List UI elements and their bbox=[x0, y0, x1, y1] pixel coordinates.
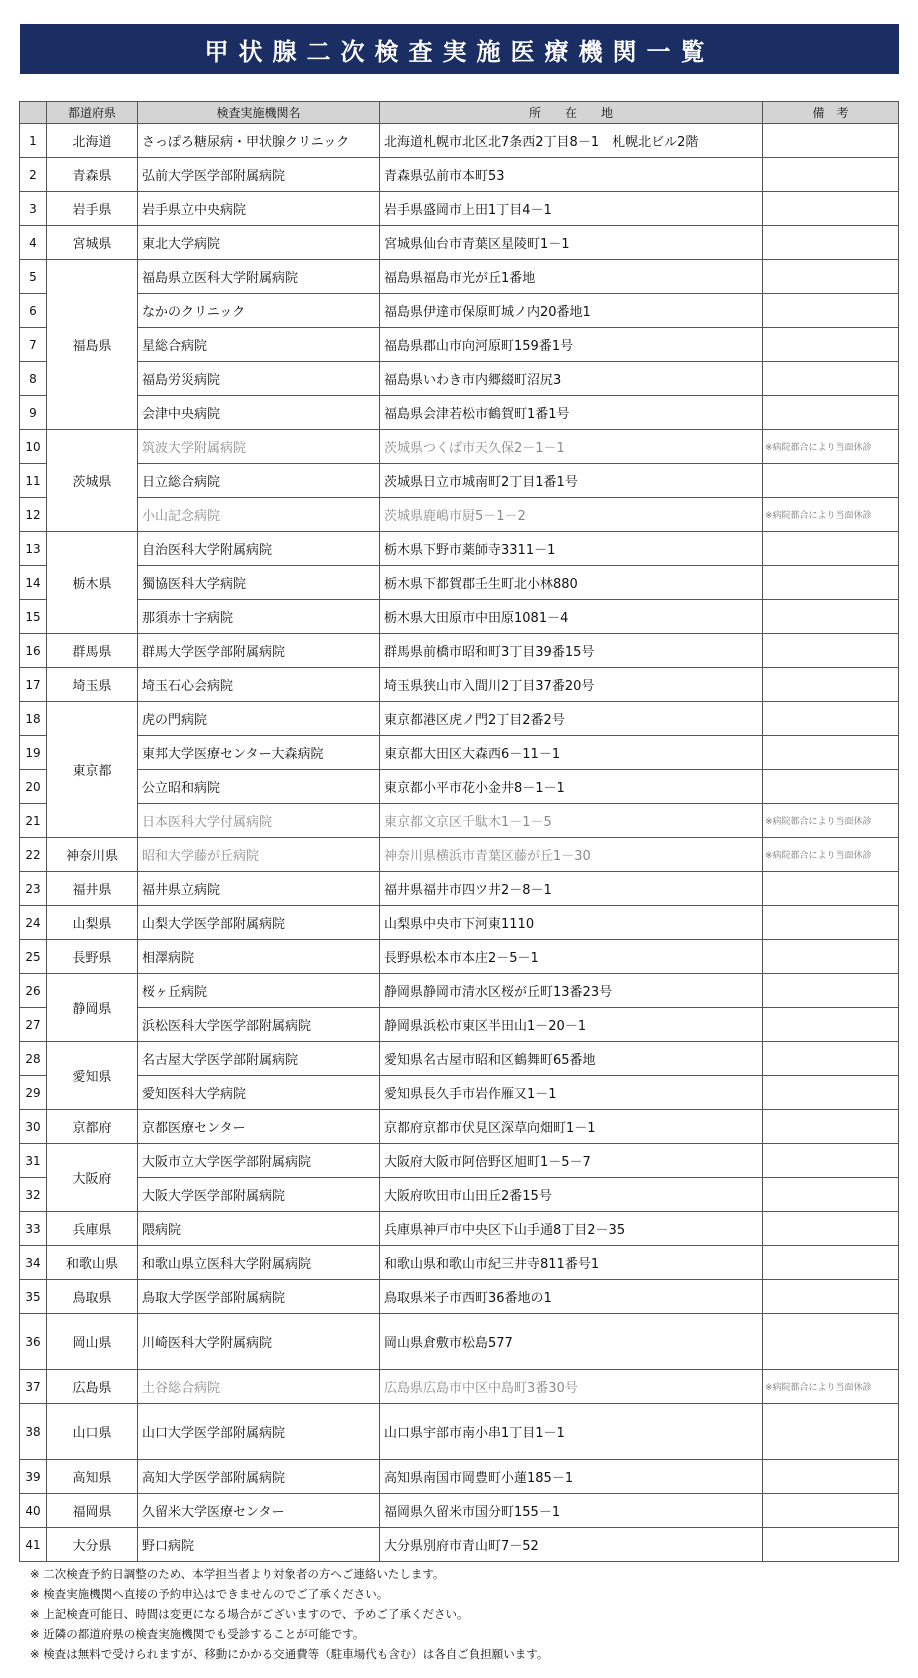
institution-name: 会津中央病院 bbox=[138, 396, 380, 430]
institution-name: 星総合病院 bbox=[138, 328, 380, 362]
remark-cell bbox=[763, 1144, 899, 1178]
institution-address: 栃木県大田原市中田原1081－4 bbox=[380, 600, 763, 634]
institution-name: 鳥取大学医学部附属病院 bbox=[138, 1280, 380, 1314]
remark-cell: ※病院都合により当面休診 bbox=[763, 1370, 899, 1404]
table-row bbox=[20, 1144, 899, 1178]
row-number: 21 bbox=[20, 804, 47, 838]
row-number: 34 bbox=[20, 1246, 47, 1280]
remark-cell bbox=[763, 1076, 899, 1110]
institution-name: 小山記念病院 bbox=[138, 498, 380, 532]
remark-cell bbox=[763, 260, 899, 294]
remark-cell bbox=[763, 294, 899, 328]
row-number: 28 bbox=[20, 1042, 47, 1076]
table-row bbox=[20, 1528, 899, 1562]
row-number: 33 bbox=[20, 1212, 47, 1246]
row-number: 35 bbox=[20, 1280, 47, 1314]
prefecture-cell: 神奈川県 bbox=[47, 838, 138, 872]
table-row bbox=[20, 1370, 899, 1404]
remark-cell bbox=[763, 1008, 899, 1042]
prefecture-cell: 岡山県 bbox=[47, 1314, 138, 1370]
institution-name: 浜松医科大学医学部附属病院 bbox=[138, 1008, 380, 1042]
remark-cell bbox=[763, 770, 899, 804]
table-row bbox=[20, 532, 899, 566]
note-line: ※ 上記検査可能日、時間は変更になる場合がございますので、予めご了承ください。 bbox=[30, 1607, 469, 1621]
institution-name: 虎の門病院 bbox=[138, 702, 380, 736]
remark-cell bbox=[763, 1494, 899, 1528]
prefecture-cell: 鳥取県 bbox=[47, 1280, 138, 1314]
institution-address: 宮城県仙台市青葉区星陵町1－1 bbox=[380, 226, 763, 260]
institution-address: 大阪府吹田市山田丘2番15号 bbox=[380, 1178, 763, 1212]
table-row bbox=[20, 770, 899, 804]
institution-address: 福岡県久留米市国分町155－1 bbox=[380, 1494, 763, 1528]
row-number: 1 bbox=[20, 124, 47, 158]
institution-name: 公立昭和病院 bbox=[138, 770, 380, 804]
institution-name: 日本医科大学付属病院 bbox=[138, 804, 380, 838]
institution-name: 埼玉石心会病院 bbox=[138, 668, 380, 702]
row-number: 5 bbox=[20, 260, 47, 294]
prefecture-cell: 大阪府 bbox=[47, 1144, 138, 1212]
remark-cell bbox=[763, 872, 899, 906]
table-body bbox=[20, 124, 899, 1562]
row-number: 41 bbox=[20, 1528, 47, 1562]
prefecture-cell: 和歌山県 bbox=[47, 1246, 138, 1280]
remark-cell bbox=[763, 1528, 899, 1562]
row-number: 16 bbox=[20, 634, 47, 668]
institution-name: 筑波大学附属病院 bbox=[138, 430, 380, 464]
table-row bbox=[20, 566, 899, 600]
table-row bbox=[20, 124, 899, 158]
institution-address: 鳥取県米子市西町36番地の1 bbox=[380, 1280, 763, 1314]
institution-address: 福井県福井市四ツ井2－8－1 bbox=[380, 872, 763, 906]
prefecture-cell: 静岡県 bbox=[47, 974, 138, 1042]
institution-name: さっぽろ糖尿病・甲状腺クリニック bbox=[138, 124, 380, 158]
row-number: 22 bbox=[20, 838, 47, 872]
institution-address: 東京都大田区大森西6－11－1 bbox=[380, 736, 763, 770]
row-number: 17 bbox=[20, 668, 47, 702]
institution-address: 福島県伊達市保原町城ノ内20番地1 bbox=[380, 294, 763, 328]
row-number: 27 bbox=[20, 1008, 47, 1042]
institution-name: 山口大学医学部附属病院 bbox=[138, 1404, 380, 1460]
row-number: 40 bbox=[20, 1494, 47, 1528]
remark-cell bbox=[763, 906, 899, 940]
institution-address: 静岡県静岡市清水区桜が丘町13番23号 bbox=[380, 974, 763, 1008]
table-row bbox=[20, 430, 899, 464]
row-number: 23 bbox=[20, 872, 47, 906]
row-number: 13 bbox=[20, 532, 47, 566]
remark-cell bbox=[763, 974, 899, 1008]
institution-address: 兵庫県神戸市中央区下山手通8丁目2－35 bbox=[380, 1212, 763, 1246]
institution-address: 大阪府大阪市阿倍野区旭町1－5－7 bbox=[380, 1144, 763, 1178]
institution-name: 高知大学医学部附属病院 bbox=[138, 1460, 380, 1494]
institution-address: 京都府京都市伏見区深草向畑町1－1 bbox=[380, 1110, 763, 1144]
remark-cell bbox=[763, 362, 899, 396]
row-number: 3 bbox=[20, 192, 47, 226]
institution-address: 岩手県盛岡市上田1丁目4－1 bbox=[380, 192, 763, 226]
remark-cell bbox=[763, 1460, 899, 1494]
header-address: 所 在 地 bbox=[380, 102, 763, 124]
prefecture-cell: 愛知県 bbox=[47, 1042, 138, 1110]
institution-name: 福井県立病院 bbox=[138, 872, 380, 906]
institution-address: 東京都港区虎ノ門2丁目2番2号 bbox=[380, 702, 763, 736]
row-number: 24 bbox=[20, 906, 47, 940]
institution-name: なかのクリニック bbox=[138, 294, 380, 328]
institution-address: 埼玉県狭山市入間川2丁目37番20号 bbox=[380, 668, 763, 702]
table-row bbox=[20, 702, 899, 736]
institution-address: 青森県弘前市本町53 bbox=[380, 158, 763, 192]
remark-cell bbox=[763, 124, 899, 158]
institution-name: 那須赤十字病院 bbox=[138, 600, 380, 634]
remark-cell bbox=[763, 328, 899, 362]
table-row bbox=[20, 1404, 899, 1460]
institution-name: 東邦大学医療センター大森病院 bbox=[138, 736, 380, 770]
prefecture-cell: 岩手県 bbox=[47, 192, 138, 226]
institution-address: 東京都文京区千駄木1－1－5 bbox=[380, 804, 763, 838]
table-row bbox=[20, 396, 899, 430]
remark-cell: ※病院都合により当面休診 bbox=[763, 430, 899, 464]
institution-name: 大阪市立大学医学部附属病院 bbox=[138, 1144, 380, 1178]
institution-name: 大阪大学医学部附属病院 bbox=[138, 1178, 380, 1212]
remark-cell bbox=[763, 1404, 899, 1460]
remark-cell bbox=[763, 158, 899, 192]
institution-address: 大分県別府市青山町7－52 bbox=[380, 1528, 763, 1562]
remark-cell bbox=[763, 1280, 899, 1314]
prefecture-cell: 長野県 bbox=[47, 940, 138, 974]
institution-name: 久留米大学医療センター bbox=[138, 1494, 380, 1528]
remark-cell: ※病院都合により当面休診 bbox=[763, 804, 899, 838]
remark-cell bbox=[763, 600, 899, 634]
table-row bbox=[20, 464, 899, 498]
row-number: 4 bbox=[20, 226, 47, 260]
row-number: 26 bbox=[20, 974, 47, 1008]
prefecture-cell: 埼玉県 bbox=[47, 668, 138, 702]
table-row bbox=[20, 328, 899, 362]
table-row bbox=[20, 1008, 899, 1042]
notes-section bbox=[30, 1564, 890, 1664]
note-line: ※ 検査実施機関へ直接の予約申込はできませんのでご了承ください。 bbox=[30, 1587, 389, 1601]
institution-address: 神奈川県横浜市青葉区藤が丘1－30 bbox=[380, 838, 763, 872]
row-number: 38 bbox=[20, 1404, 47, 1460]
table-row bbox=[20, 634, 899, 668]
table-row bbox=[20, 804, 899, 838]
table-row bbox=[20, 498, 899, 532]
table-row bbox=[20, 736, 899, 770]
institution-address: 茨城県つくば市天久保2－1－1 bbox=[380, 430, 763, 464]
institution-name: 東北大学病院 bbox=[138, 226, 380, 260]
institution-address: 和歌山県和歌山市紀三井寺811番号1 bbox=[380, 1246, 763, 1280]
remark-cell bbox=[763, 192, 899, 226]
remark-cell bbox=[763, 396, 899, 430]
institution-name: 群馬大学医学部附属病院 bbox=[138, 634, 380, 668]
table-row bbox=[20, 192, 899, 226]
institution-address: 栃木県下都賀郡壬生町北小林880 bbox=[380, 566, 763, 600]
remark-cell bbox=[763, 668, 899, 702]
header-prefecture: 都道府県 bbox=[47, 102, 138, 124]
row-number: 7 bbox=[20, 328, 47, 362]
row-number: 10 bbox=[20, 430, 47, 464]
note-line: ※ 二次検査予約日調整のため、本学担当者より対象者の方へご連絡いたします。 bbox=[30, 1567, 445, 1581]
institution-name: 土谷総合病院 bbox=[138, 1370, 380, 1404]
prefecture-cell: 宮城県 bbox=[47, 226, 138, 260]
remark-cell bbox=[763, 226, 899, 260]
row-number: 32 bbox=[20, 1178, 47, 1212]
remark-cell bbox=[763, 566, 899, 600]
remark-cell bbox=[763, 1110, 899, 1144]
remark-cell bbox=[763, 736, 899, 770]
institution-address: 群馬県前橋市昭和町3丁目39番15号 bbox=[380, 634, 763, 668]
row-number: 9 bbox=[20, 396, 47, 430]
institution-name: 和歌山県立医科大学附属病院 bbox=[138, 1246, 380, 1280]
row-number: 14 bbox=[20, 566, 47, 600]
table-row bbox=[20, 1460, 899, 1494]
remark-cell bbox=[763, 1212, 899, 1246]
row-number: 39 bbox=[20, 1460, 47, 1494]
page-title: 甲状腺二次検査実施医療機関一覧 bbox=[20, 24, 899, 74]
institution-address: 山梨県中央市下河東1110 bbox=[380, 906, 763, 940]
remark-cell bbox=[763, 532, 899, 566]
table-row bbox=[20, 1110, 899, 1144]
prefecture-cell: 兵庫県 bbox=[47, 1212, 138, 1246]
institution-address: 栃木県下野市薬師寺3311－1 bbox=[380, 532, 763, 566]
table-row bbox=[20, 668, 899, 702]
row-number: 18 bbox=[20, 702, 47, 736]
row-number: 29 bbox=[20, 1076, 47, 1110]
table-row bbox=[20, 1212, 899, 1246]
institution-name: 獨協医科大学病院 bbox=[138, 566, 380, 600]
institution-name: 京都医療センター bbox=[138, 1110, 380, 1144]
prefecture-cell: 広島県 bbox=[47, 1370, 138, 1404]
prefecture-cell: 東京都 bbox=[47, 702, 138, 838]
header-number bbox=[20, 102, 47, 124]
institution-address: 茨城県日立市城南町2丁目1番1号 bbox=[380, 464, 763, 498]
row-number: 37 bbox=[20, 1370, 47, 1404]
institution-address: 茨城県鹿嶋市厨5－1－2 bbox=[380, 498, 763, 532]
institution-address: 長野県松本市本庄2－5－1 bbox=[380, 940, 763, 974]
table-row bbox=[20, 600, 899, 634]
row-number: 25 bbox=[20, 940, 47, 974]
remark-cell: ※病院都合により当面休診 bbox=[763, 498, 899, 532]
table-row bbox=[20, 1076, 899, 1110]
header-remarks: 備 考 bbox=[763, 102, 899, 124]
table-row bbox=[20, 1042, 899, 1076]
institution-address: 愛知県長久手市岩作雁又1－1 bbox=[380, 1076, 763, 1110]
row-number: 36 bbox=[20, 1314, 47, 1370]
prefecture-cell: 大分県 bbox=[47, 1528, 138, 1562]
prefecture-cell: 群馬県 bbox=[47, 634, 138, 668]
institution-address: 静岡県浜松市東区半田山1－20－1 bbox=[380, 1008, 763, 1042]
table-row bbox=[20, 362, 899, 396]
institution-name: 日立総合病院 bbox=[138, 464, 380, 498]
table-row bbox=[20, 158, 899, 192]
prefecture-cell: 福井県 bbox=[47, 872, 138, 906]
table-row bbox=[20, 838, 899, 872]
table-header-row bbox=[20, 102, 899, 124]
institution-name: 愛知医科大学病院 bbox=[138, 1076, 380, 1110]
row-number: 8 bbox=[20, 362, 47, 396]
institution-address: 愛知県名古屋市昭和区鶴舞町65番地 bbox=[380, 1042, 763, 1076]
institution-name: 福島県立医科大学附属病院 bbox=[138, 260, 380, 294]
remark-cell bbox=[763, 1314, 899, 1370]
row-number: 19 bbox=[20, 736, 47, 770]
table-row bbox=[20, 1246, 899, 1280]
institution-name: 福島労災病院 bbox=[138, 362, 380, 396]
table-row bbox=[20, 226, 899, 260]
header-institution-name: 検査実施機関名 bbox=[138, 102, 380, 124]
institution-name: 桜ヶ丘病院 bbox=[138, 974, 380, 1008]
institution-address: 福島県福島市光が丘1番地 bbox=[380, 260, 763, 294]
table-row bbox=[20, 940, 899, 974]
prefecture-cell: 青森県 bbox=[47, 158, 138, 192]
table-row bbox=[20, 906, 899, 940]
institution-name: 自治医科大学附属病院 bbox=[138, 532, 380, 566]
prefecture-cell: 栃木県 bbox=[47, 532, 138, 634]
institution-address: 高知県南国市岡豊町小蓮185－1 bbox=[380, 1460, 763, 1494]
row-number: 6 bbox=[20, 294, 47, 328]
table-row bbox=[20, 260, 899, 294]
table-row bbox=[20, 1178, 899, 1212]
institution-name: 弘前大学医学部附属病院 bbox=[138, 158, 380, 192]
note-line: ※ 検査は無料で受けられますが、移動にかかる交通費等（駐車場代も含む）は各自ご負担願います。 bbox=[30, 1647, 549, 1661]
row-number: 30 bbox=[20, 1110, 47, 1144]
institution-address: 福島県会津若松市鶴賀町1番1号 bbox=[380, 396, 763, 430]
institution-name: 隈病院 bbox=[138, 1212, 380, 1246]
prefecture-cell: 福島県 bbox=[47, 260, 138, 430]
institution-name: 岩手県立中央病院 bbox=[138, 192, 380, 226]
institution-name: 相澤病院 bbox=[138, 940, 380, 974]
prefecture-cell: 山梨県 bbox=[47, 906, 138, 940]
note-line: ※ 近隣の都道府県の検査実施機関でも受診することが可能です。 bbox=[30, 1627, 365, 1641]
table-row bbox=[20, 872, 899, 906]
institution-address: 福島県郡山市向河原町159番1号 bbox=[380, 328, 763, 362]
institution-name: 野口病院 bbox=[138, 1528, 380, 1562]
row-number: 12 bbox=[20, 498, 47, 532]
institution-name: 名古屋大学医学部附属病院 bbox=[138, 1042, 380, 1076]
institution-name: 山梨大学医学部附属病院 bbox=[138, 906, 380, 940]
institution-address: 岡山県倉敷市松島577 bbox=[380, 1314, 763, 1370]
remark-cell bbox=[763, 1178, 899, 1212]
prefecture-cell: 高知県 bbox=[47, 1460, 138, 1494]
table-row bbox=[20, 1280, 899, 1314]
row-number: 2 bbox=[20, 158, 47, 192]
institution-address: 山口県宇部市南小串1丁目1－1 bbox=[380, 1404, 763, 1460]
row-number: 20 bbox=[20, 770, 47, 804]
remark-cell bbox=[763, 1246, 899, 1280]
remark-cell bbox=[763, 464, 899, 498]
remark-cell: ※病院都合により当面休診 bbox=[763, 838, 899, 872]
institution-address: 北海道札幌市北区北7条西2丁目8－1 札幌北ビル2階 bbox=[380, 124, 763, 158]
prefecture-cell: 京都府 bbox=[47, 1110, 138, 1144]
table-row bbox=[20, 1314, 899, 1370]
remark-cell bbox=[763, 940, 899, 974]
table-row bbox=[20, 1494, 899, 1528]
row-number: 31 bbox=[20, 1144, 47, 1178]
institution-address: 東京都小平市花小金井8－1－1 bbox=[380, 770, 763, 804]
row-number: 15 bbox=[20, 600, 47, 634]
prefecture-cell: 茨城県 bbox=[47, 430, 138, 532]
remark-cell bbox=[763, 702, 899, 736]
institution-name: 昭和大学藤が丘病院 bbox=[138, 838, 380, 872]
prefecture-cell: 北海道 bbox=[47, 124, 138, 158]
row-number: 11 bbox=[20, 464, 47, 498]
table-row bbox=[20, 294, 899, 328]
remark-cell bbox=[763, 634, 899, 668]
table-row bbox=[20, 974, 899, 1008]
institution-address: 広島県広島市中区中島町3番30号 bbox=[380, 1370, 763, 1404]
institution-name: 川崎医科大学附属病院 bbox=[138, 1314, 380, 1370]
institution-address: 福島県いわき市内郷綴町沼尻3 bbox=[380, 362, 763, 396]
prefecture-cell: 福岡県 bbox=[47, 1494, 138, 1528]
medical-institutions-table bbox=[19, 101, 899, 1562]
prefecture-cell: 山口県 bbox=[47, 1404, 138, 1460]
remark-cell bbox=[763, 1042, 899, 1076]
